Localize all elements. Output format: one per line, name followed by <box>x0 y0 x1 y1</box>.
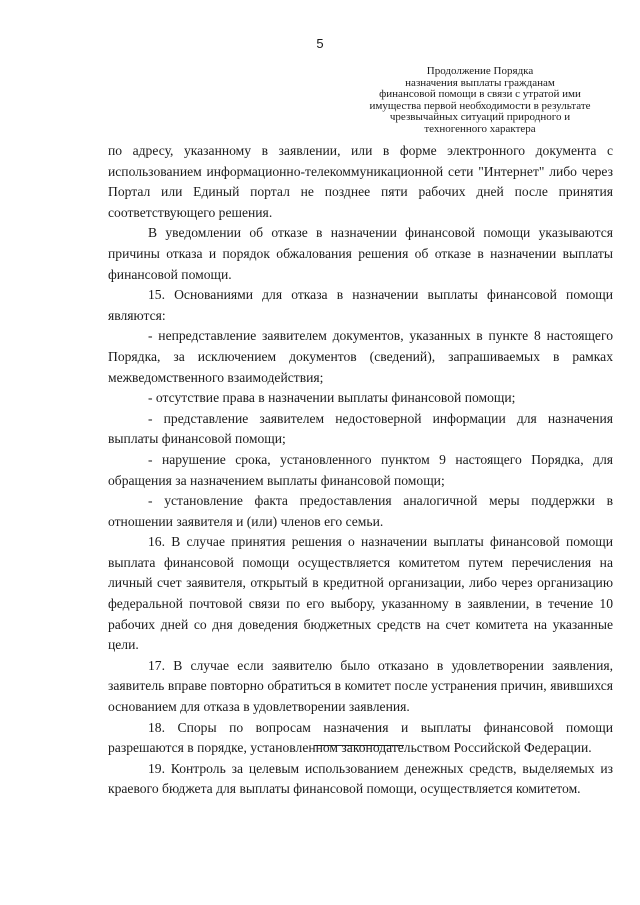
list-item-ground-2: - отсутствие права в назначении выплаты финансовой помощи; <box>148 390 516 406</box>
paragraph-continuation: по адресу, указанному в заявлении, или в форме электронного документа с использованием информационно-телекоммуникационной сети "Интернет" либо через Портал или Единый портал не позднее пяти рабочих дней после принятия соответствующего решения. <box>108 143 613 220</box>
paragraph-refusal-notice: В уведомлении об отказе в назначении финансовой помощи указываются причины отказа и порядок обжалования решения об отказе в назначении выплаты финансовой помощи. <box>108 225 613 282</box>
paragraph-15-grounds: 15. Основаниями для отказа в назначении выплаты финансовой помощи являются: <box>108 287 613 323</box>
header-note <box>330 66 630 135</box>
list-item-ground-5: - установление факта предоставления аналогичной меры поддержки в отношении заявителя и (или) членов его семьи. <box>108 493 613 529</box>
header-note-line: Продолжение Порядка <box>426 65 534 77</box>
header-note-line: финансовой помощи в связи с утратой ими <box>379 88 581 100</box>
document-body <box>108 141 613 800</box>
paragraph-19-control: 19. Контроль за целевым использованием денежных средств, выделяемых из краевого бюджета для выплаты финансовой помощи, осуществляется комитетом. <box>108 760 613 797</box>
header-note-line: назначения выплаты гражданам <box>405 76 555 89</box>
header-note-line: имущества первой необходимости в результате <box>369 99 591 112</box>
end-divider <box>314 745 404 746</box>
list-item-ground-3: - представление заявителем недостоверной информации для назначения выплаты финансовой помощи; <box>108 410 613 447</box>
list-item-ground-1: - непредставление заявителем документов, указанных в пункте 8 настоящего Порядка, за исключением документов (сведений), запрашиваемых в рамках межведомственного взаимодействия; <box>108 328 613 385</box>
paragraph-16-payment: 16. В случае принятия решения о назначении выплаты финансовой помощи выплата финансовой помощи осуществляется комитетом путем перечисления на личный счет заявителя, открытый в кредитной организации, либо через организацию федеральной почтовой связи по его выбору, указанному в заявлении, в течение 10 рабочих дней со дня доведения бюджетных средств на счет комитета на указанные цели. <box>108 534 613 653</box>
list-item-ground-4: - нарушение срока, установленного пунктом 9 настоящего Порядка, для обращения за назначением выплаты финансовой помощи; <box>108 451 613 488</box>
page-number: 5 <box>316 36 324 51</box>
header-note-line: чрезвычайных ситуаций природного и <box>389 111 571 123</box>
paragraph-18-disputes: 18. Споры по вопросам назначения и выплаты финансовой помощи разрешаются в порядке, установленном законодательством Российской Федерации. <box>108 719 613 756</box>
header-note-line: техногенного характера <box>424 122 536 135</box>
paragraph-17-reapply: 17. В случае если заявителю было отказано в удовлетворении заявления, заявитель вправе повторно обратиться в комитет после устранения причин, явившихся основанием для отказа в удовлетворении заявления. <box>108 657 613 715</box>
